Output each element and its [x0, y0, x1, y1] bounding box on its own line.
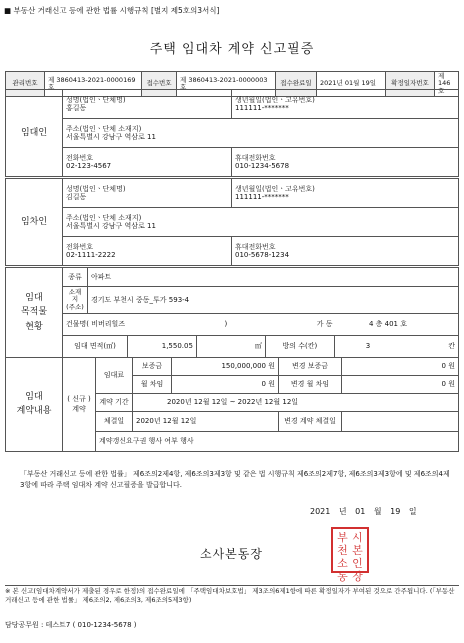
landlord-name-label: 성명(법인ㆍ단체명) [66, 95, 126, 104]
tenant-section-title: 임차인 [6, 179, 63, 266]
change-deposit-value: 0 원 [342, 358, 459, 376]
rent-fee-label: 임대료 [96, 358, 133, 394]
building-close: ) [224, 320, 228, 329]
signed-value: 2020년 12월 12일 [133, 412, 279, 432]
monthly-rent-value: 0 원 [172, 376, 279, 394]
tenant-name: 김길동 [66, 193, 87, 201]
tenant-phone-label: 전화번호 [66, 242, 94, 251]
change-rent-label: 변경 월 차임 [279, 376, 342, 394]
period-value: 2020년 12월 12일 ~ 2022년 12월 12일 [133, 394, 459, 412]
property-location: 경기도 부천시 중동_투가 593-4 [88, 287, 459, 314]
area-label: 임대 면적(㎡) [63, 336, 128, 358]
officer-contact: 담당공무원 : 테스트7 ( 010-1234-5678 ) [5, 621, 137, 629]
contract-table [5, 357, 459, 452]
property-location-label: 소재지 (주소) [63, 287, 88, 314]
tenant-mobile: 010-5678-1234 [235, 251, 290, 259]
landlord-mobile: 010-1234-5678 [235, 162, 290, 170]
renewal-value: 행사 [180, 437, 194, 446]
property-table [5, 267, 459, 358]
rooms-value: 3 [365, 342, 371, 351]
footer-divider [5, 585, 459, 586]
mgmt-number-label: 관리번호 [6, 72, 45, 97]
landlord-address-label: 주소(법인ㆍ단체 소재지) [66, 124, 142, 133]
building-dong: 가 동 [316, 320, 333, 329]
tenant-birth-label: 생년월일(법인ㆍ고유번호) [235, 184, 315, 193]
landlord-phone-label: 전화번호 [66, 153, 94, 162]
rooms-cell [334, 336, 458, 358]
document-title: 주택 임대차 계약 신고필증 [149, 42, 315, 57]
building-row [63, 314, 459, 336]
tenant-mobile-label: 휴대전화번호 [235, 242, 276, 251]
landlord-table [5, 89, 459, 177]
change-rent-value: 0 원 [342, 376, 459, 394]
renewal-label: 계약갱신요구권 행사 여부 [99, 437, 178, 446]
contract-section-title: 임대 계약내용 [6, 358, 63, 452]
property-type: 아파트 [88, 268, 459, 287]
tenant-address: 서울특별시 강남구 역삼로 11 [66, 222, 156, 230]
change-signed-value [342, 412, 459, 432]
change-deposit-label: 변경 보증금 [279, 358, 342, 376]
area-unit: ㎡ [196, 336, 265, 358]
issue-date: 2021 년 01 월 19 일 [310, 507, 417, 516]
rooms-unit: 칸 [448, 342, 455, 351]
landlord-section-title: 임대인 [6, 90, 63, 177]
tenant-address-label: 주소(법인ㆍ단체 소재지) [66, 213, 142, 222]
landlord-mobile-label: 휴대전화번호 [235, 153, 276, 162]
receipt-date-value: 2021년 01월 19일 [317, 72, 386, 97]
official-seal: 부 시 천 본 소 인 동 장 [331, 527, 369, 573]
building-label: 건물명( [66, 320, 90, 329]
regulation-note: ■ 부동산 거래신고 등에 관한 법률 시행규칙 [별지 제5호의3서식] [4, 6, 220, 15]
deposit-value: 150,000,000 원 [172, 358, 279, 376]
deposit-label: 보증금 [133, 358, 172, 376]
issuance-statement: 「부동산 거래신고 등에 관한 법률」 제6조의2제4항, 제6조의3제3항 및 같은 법 시행규칙 제6조의2제7항, 제6조의3제3항에 및 제6조의4제3항에 따라 주택 임대차 계약 신고필증을 발급합니다. [20, 470, 450, 489]
mgmt-number-value: 제 3860413-2021-0000169 호 [45, 72, 142, 97]
landlord-birth: 111111-******* [235, 104, 289, 112]
receipt-number-label: 접수번호 [142, 72, 177, 97]
landlord-phone: 02-123-4567 [66, 162, 112, 170]
property-section-title: 임대 목적물 현황 [6, 268, 63, 358]
area-value: 1,550.05 [127, 336, 196, 358]
receipt-number-value: 제 3860413-2021-0000003 호 [177, 72, 276, 97]
tenant-phone: 02-1111-2222 [66, 251, 116, 259]
receipt-date-label: 접수완료일 [276, 72, 317, 97]
footnote: ※ 본 신고(임대차계약서가 제출된 경우로 한정)의 접수완료일에 「주택임대차보호법」 제3조의6제1항에 따른 확정일자가 부여된 것으로 간주됩니다. (「부동산 거래신고 등에 관한 법률」 제6조의2, 제6조의3, 제6조의5제3항) [5, 587, 455, 605]
contract-kind: ( 신규 ) 계약 [63, 358, 96, 452]
tenant-table [5, 178, 459, 266]
landlord-name: 홍길동 [66, 104, 87, 112]
landlord-birth-label: 생년월일(법인ㆍ고유번호) [235, 95, 315, 104]
building-floor-unit: 4 층 401 호 [368, 320, 407, 329]
fixed-date-number-label: 확정일자번호 [386, 72, 435, 97]
landlord-address: 서울특별시 강남구 역삼로 11 [66, 133, 156, 141]
fixed-date-number-value: 제 146 호 [435, 72, 459, 97]
rooms-label: 방의 수(칸) [265, 336, 334, 358]
tenant-birth: 111111-******* [235, 193, 289, 201]
building-name: 비버리힐즈 [91, 320, 126, 329]
period-label: 계약 기간 [96, 394, 133, 412]
property-type-label: 종류 [63, 268, 88, 287]
change-signed-label: 변경 계약 체결일 [279, 412, 342, 432]
renewal-row [96, 432, 459, 452]
signed-label: 체결일 [96, 412, 133, 432]
monthly-rent-label: 월 차임 [133, 376, 172, 394]
tenant-name-label: 성명(법인ㆍ단체명) [66, 184, 126, 193]
issuer-name: 소사본동장 [200, 547, 263, 561]
